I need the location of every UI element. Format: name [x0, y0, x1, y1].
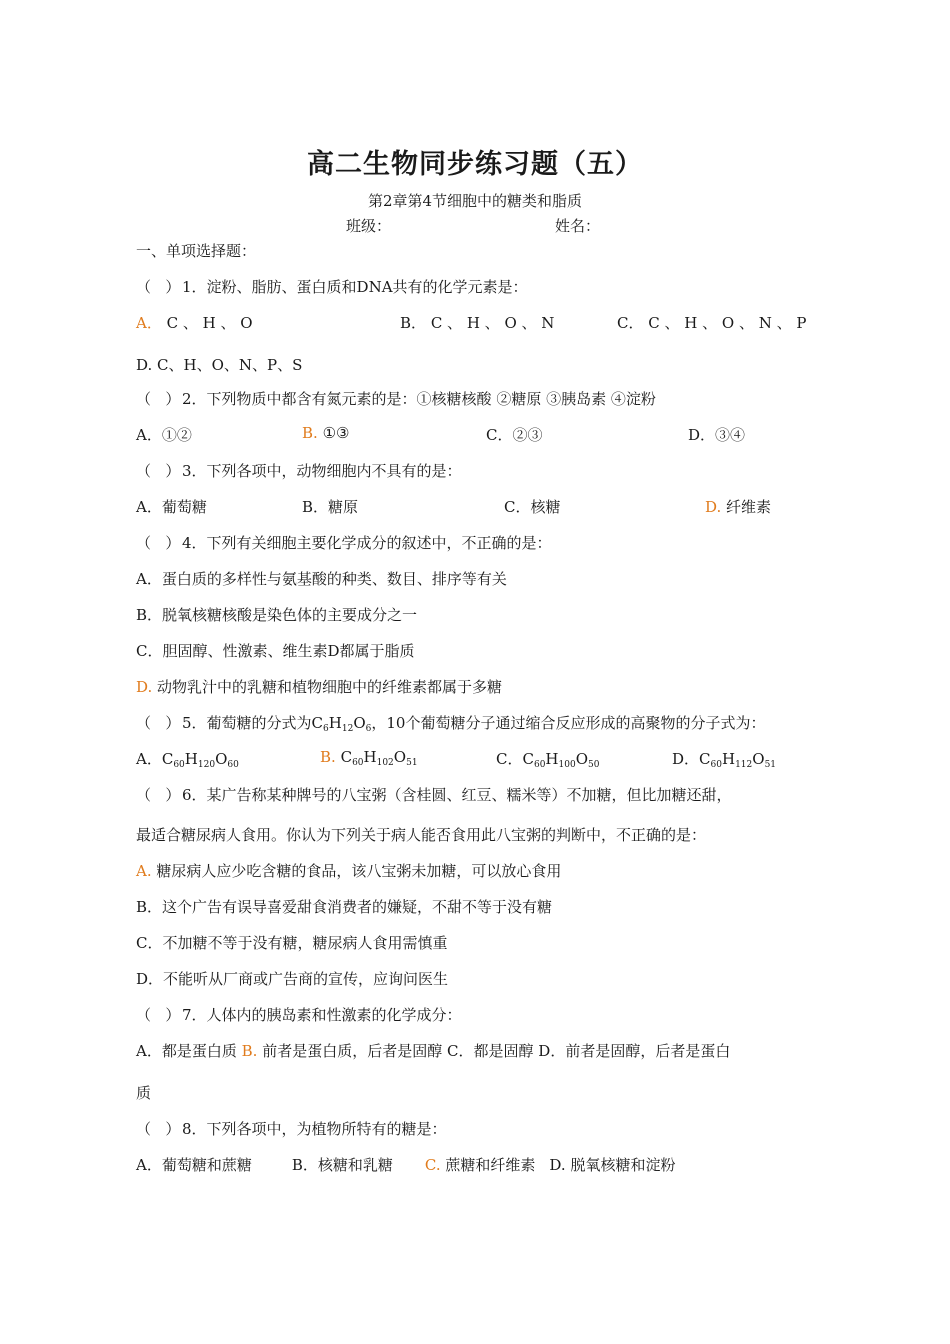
question-2: （ ） 2．下列物质中都含有氮元素的是：①核糖核酸 ②糖原 ③胰岛素 ④淀粉	[136, 390, 656, 408]
q4-option-a: A．蛋白质的多样性与氨基酸的种类、数目、排序等有关	[136, 570, 507, 588]
q7-option-b: B. 前者是蛋白质，后者是固醇	[241, 1042, 443, 1060]
q1-option-d: D. C、H、O、N、P、S	[136, 356, 303, 374]
q1-option-b: B． C 、 H 、 O 、 N	[400, 314, 555, 332]
q4-option-c: C．胆固醇、性激素、维生素D都属于脂质	[136, 642, 415, 660]
q2-option-a: A．①②	[136, 426, 192, 444]
q7-wrap: 质	[136, 1084, 152, 1102]
q8-option-c: C. 蔗糖和纤维素	[424, 1156, 536, 1174]
q3-option-d: D. 纤维素	[705, 498, 772, 516]
section-heading: 一、单项选择题：	[136, 242, 257, 260]
q2-option-c: C．②③	[486, 426, 543, 444]
q3-option-a: A．葡萄糖	[136, 498, 207, 516]
q5-option-c: C．$C_{60}H_{100}O_{50}$	[496, 750, 600, 770]
question-4: （ ） 4．下列有关细胞主要化学成分的叙述中，不正确的是：	[136, 534, 552, 552]
page-subtitle: 第2章第4节细胞中的糖类和脂质	[367, 192, 583, 210]
q4-option-b: B．脱氧核糖核酸是染色体的主要成分之一	[136, 606, 418, 624]
question-6: （ ） 6．某广告称某种牌号的八宝粥（含桂圆、红豆、糯米等）不加糖，但比加糖还甜，	[136, 786, 732, 804]
q6-option-c: C．不加糖不等于没有糖，糖尿病人食用需慎重	[136, 934, 448, 952]
q8-option-b: B．核糖和乳糖	[291, 1156, 393, 1174]
q4-option-d: D. 动物乳汁中的乳糖和植物细胞中的纤维素都属于多糖	[136, 678, 503, 696]
q2-option-d: D．③④	[688, 426, 746, 444]
q7-option-a: A．都是蛋白质	[136, 1042, 237, 1060]
glucose-formula: $C_6H_{12}O_6$	[311, 714, 372, 734]
q7-option-d: D．前者是固醇，后者是蛋白	[538, 1042, 731, 1060]
q5-option-d: D．$C_{60}H_{112}O_{51}$	[672, 750, 777, 770]
q8-options	[136, 1154, 675, 1175]
question-1: （ ） 1．淀粉、脂肪、蛋白质和DNA共有的化学元素是：	[136, 278, 528, 296]
q3-option-b: B．糖原	[302, 498, 359, 516]
question-7: （ ） 7．人体内的胰岛素和性激素的化学成分：	[136, 1006, 462, 1024]
question-3: （ ） 3．下列各项中，动物细胞内不具有的是：	[136, 462, 462, 480]
question-8: （ ） 8．下列各项中，为植物所特有的糖是：	[136, 1120, 447, 1138]
q6-option-a: A. 糖尿病人应少吃含糖的食品，该八宝粥未加糖，可以放心食用	[136, 862, 562, 880]
q2-option-b: B. ①③	[302, 424, 350, 442]
q6-option-b: B．这个广告有误导喜爱甜食消费者的嫌疑，不甜不等于没有糖	[136, 898, 553, 916]
q7-options	[136, 1040, 730, 1061]
q8-option-a: A．葡萄糖和蔗糖	[136, 1156, 252, 1174]
q8-option-d: D. 脱氧核糖和淀粉	[549, 1156, 676, 1174]
q5-option-a: A．$C_{60}H_{120}O_{60}$	[136, 750, 239, 770]
question-6-line2: 最适合糖尿病人食用。你认为下列关于病人能否食用此八宝粥的判断中，不正确的是：	[136, 826, 707, 844]
q1-option-a: A． C 、 H 、 O	[136, 314, 253, 332]
q7-option-c: C．都是固醇	[447, 1042, 534, 1060]
q5-option-b: B. $C_{60}H_{102}O_{51}$	[320, 748, 418, 768]
page-title: 高二生物同步练习题（五）	[307, 149, 643, 180]
q3-option-c: C．核糖	[504, 498, 561, 516]
q6-option-d: D．不能听从厂商或广告商的宣传，应询问医生	[136, 970, 449, 988]
class-label: 班级：	[346, 217, 392, 235]
question-5: （ ） 5．葡萄糖的分式为$C_6H_{12}O_6$，10个葡萄糖分子通过缩合反应形成的高聚物的分子式为：	[136, 714, 766, 734]
q1-option-c: C． C 、 H 、 O 、 N 、 P	[617, 314, 807, 332]
name-label: 姓名：	[555, 217, 601, 235]
